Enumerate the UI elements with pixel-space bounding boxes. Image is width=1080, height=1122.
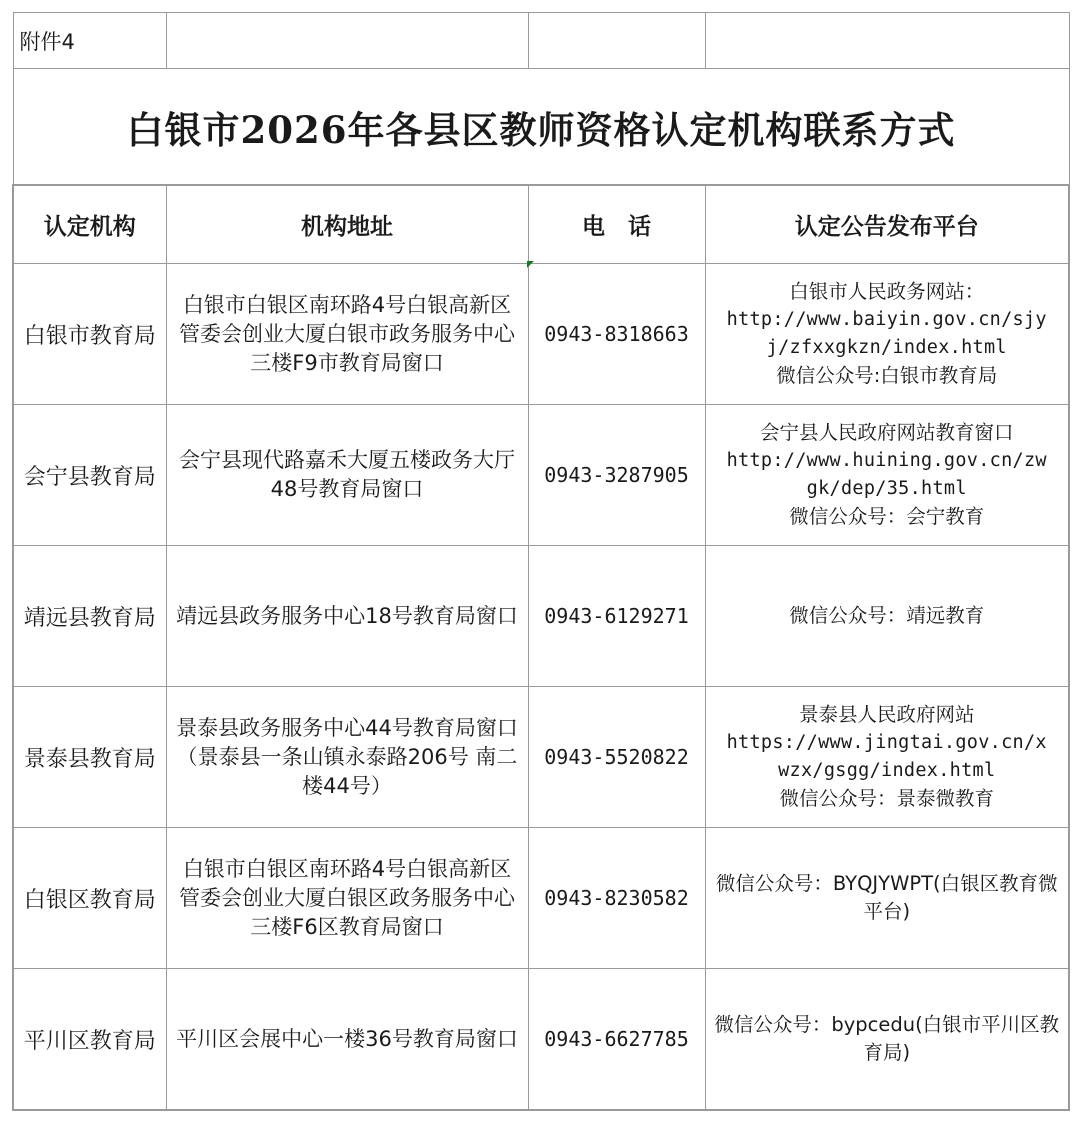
header-org: 认定机构 [13, 185, 166, 264]
table-row [13, 969, 1069, 1111]
platform-url: gk/dep/35.html [806, 478, 967, 499]
org-cell: 平川区教育局 [13, 969, 166, 1111]
platform-line: 微信公众号：bypcedu(白银市平川区教育局) [714, 1013, 1060, 1064]
platform-cell [705, 264, 1069, 405]
address-cell: 会宁县现代路嘉禾大厦五楼政务大厅48号教育局窗口 [166, 405, 528, 546]
org-cell: 白银市教育局 [13, 264, 166, 405]
contact-table [12, 12, 1070, 1111]
platform-line: 微信公众号：BYQJYWPT(白银区教育微平台) [715, 872, 1058, 923]
phone-cell: 0943-6627785 [528, 969, 705, 1111]
platform-url: http://www.huining.gov.cn/zw [726, 450, 1047, 471]
header-platform: 认定公告发布平台 [705, 185, 1069, 264]
note-row [13, 13, 1069, 69]
address-cell: 靖远县政务服务中心18号教育局窗口 [166, 546, 528, 687]
empty-cell [166, 13, 528, 69]
platform-cell [705, 687, 1069, 828]
header-phone: 电 话 [528, 185, 705, 264]
org-cell: 会宁县教育局 [13, 405, 166, 546]
phone-cell: 0943-8318663 [528, 264, 705, 405]
address-cell: 平川区会展中心一楼36号教育局窗口 [166, 969, 528, 1111]
platform-line: 微信公众号:白银市教育局 [776, 364, 998, 387]
empty-cell [528, 13, 705, 69]
platform-line: 景泰县人民政府网站 [798, 703, 975, 726]
address-cell: 白银市白银区南环路4号白银高新区管委会创业大厦白银区政务服务中心三楼F6区教育局窗口 [166, 828, 528, 969]
header-row [13, 185, 1069, 264]
empty-cell [705, 13, 1069, 69]
org-cell: 靖远县教育局 [13, 546, 166, 687]
phone-cell: 0943-5520822 [528, 687, 705, 828]
platform-line: 微信公众号：靖远教育 [789, 604, 985, 627]
table-row [13, 264, 1069, 405]
page-title: 白银市2026年各县区教师资格认定机构联系方式 [13, 69, 1069, 186]
address-cell: 景泰县政务服务中心44号教育局窗口（景泰县一条山镇永泰路206号 南二楼44号） [166, 687, 528, 828]
table-row [13, 546, 1069, 687]
platform-line: 白银市人民政务网站： [789, 280, 985, 303]
platform-cell [705, 546, 1069, 687]
table-row [13, 405, 1069, 546]
platform-url: https://www.jingtai.gov.cn/x [726, 732, 1047, 753]
cell-comment-marker [527, 261, 534, 268]
table-row [13, 687, 1069, 828]
phone-cell: 0943-8230582 [528, 828, 705, 969]
table-row [13, 828, 1069, 969]
phone-cell: 0943-6129271 [528, 546, 705, 687]
platform-line: 微信公众号：景泰微教育 [779, 787, 994, 810]
platform-url: http://www.baiyin.gov.cn/sjy [726, 309, 1047, 330]
phone-cell: 0943-3287905 [528, 405, 705, 546]
org-cell: 白银区教育局 [13, 828, 166, 969]
title-row [13, 69, 1069, 186]
platform-url: wzx/gsgg/index.html [778, 760, 996, 781]
address-cell: 白银市白银区南环路4号白银高新区管委会创业大厦白银市政务服务中心三楼F9市教育局窗口 [166, 264, 528, 405]
platform-cell [705, 969, 1069, 1111]
platform-url: j/zfxxgkzn/index.html [766, 337, 1007, 358]
attachment-label: 附件4 [13, 13, 166, 69]
org-cell: 景泰县教育局 [13, 687, 166, 828]
platform-line: 微信公众号：会宁教育 [789, 505, 985, 528]
platform-cell [705, 828, 1069, 969]
platform-cell [705, 405, 1069, 546]
header-address: 机构地址 [166, 185, 528, 264]
platform-line: 会宁县人民政府网站教育窗口 [759, 421, 1014, 444]
